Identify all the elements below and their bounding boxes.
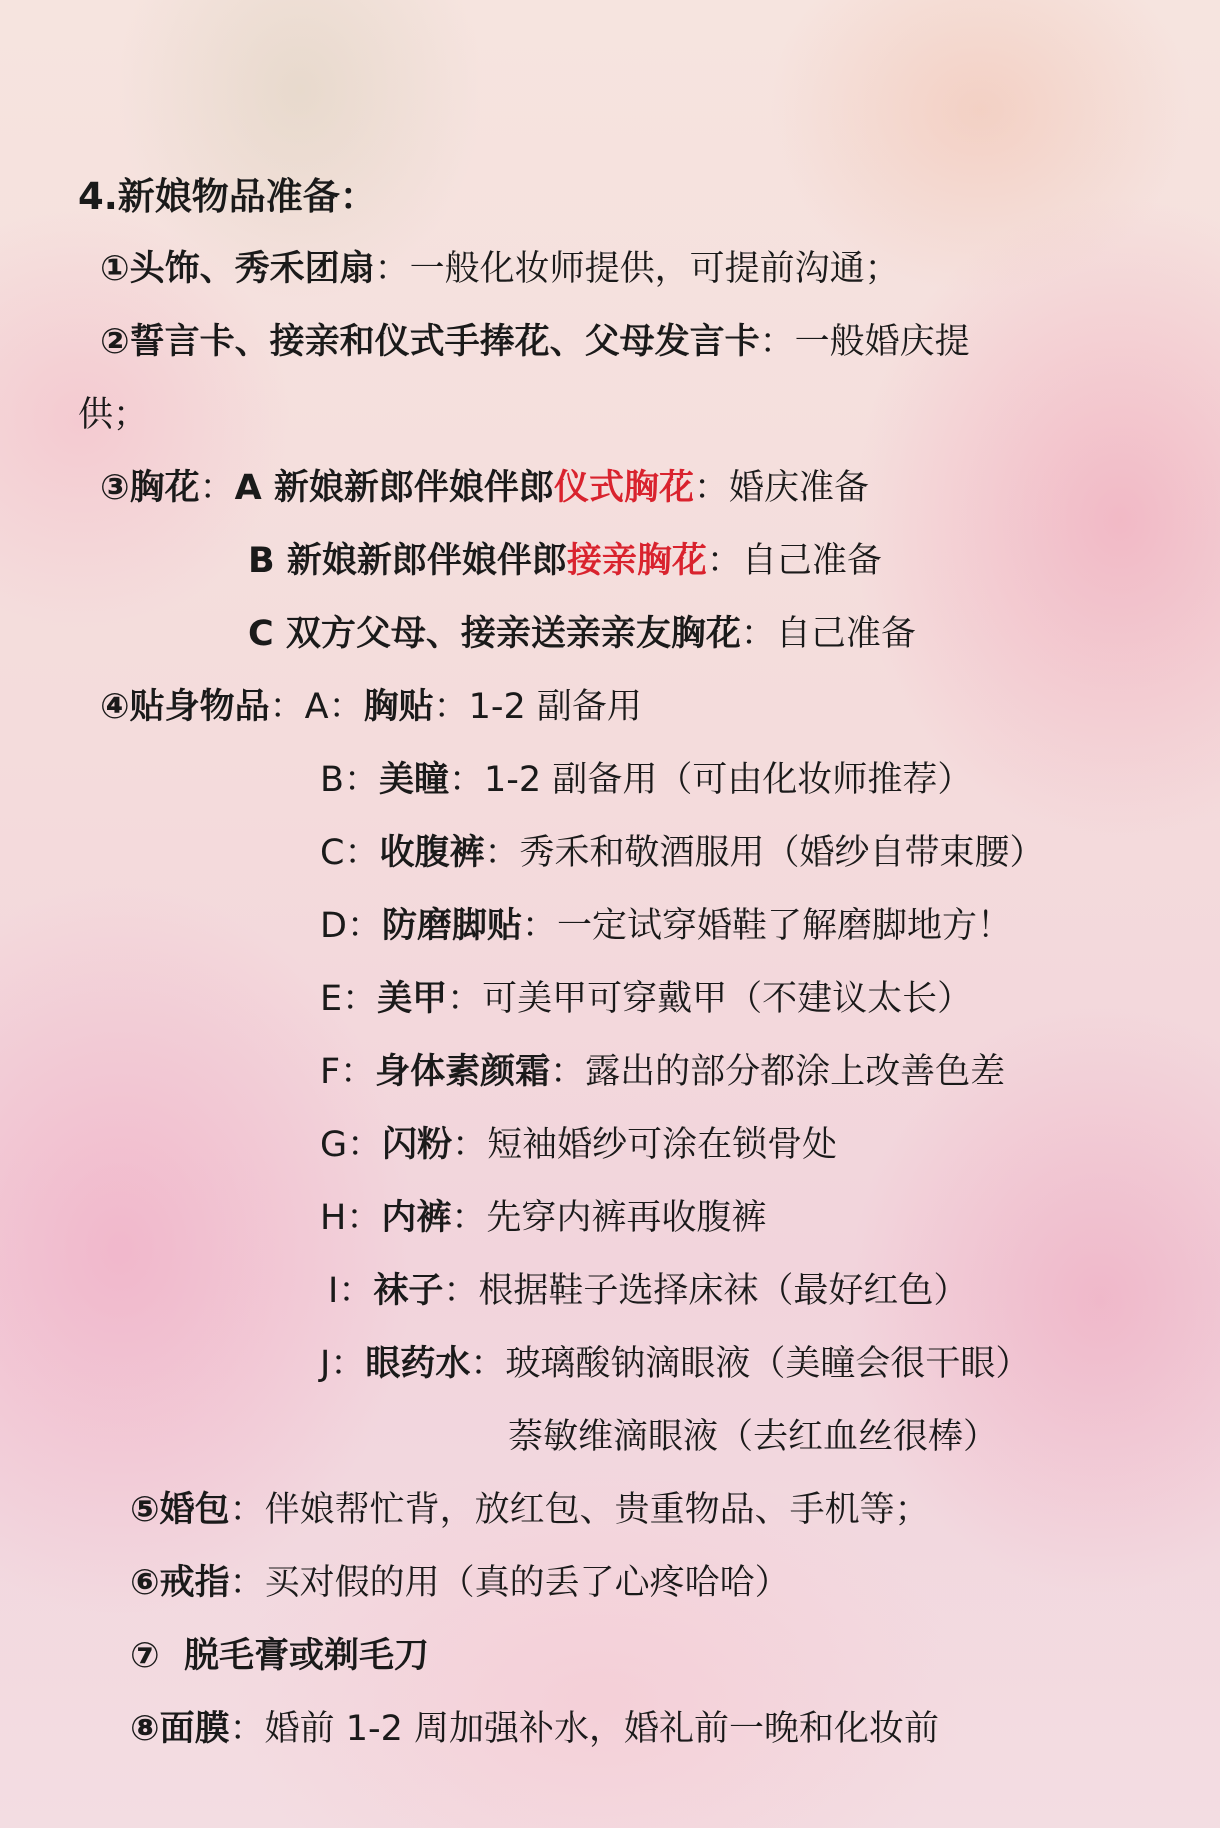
item-4-sub-label: 身体素颜霜 bbox=[375, 1052, 551, 1092]
item-4-sub-text: ：短袖婚纱可涂在锁骨处 bbox=[452, 1125, 838, 1165]
item-4-sub-label: 袜子 bbox=[373, 1271, 444, 1311]
item-7: ⑦ 脱毛膏或剃毛刀 bbox=[130, 1636, 430, 1676]
item-4-sub-label: 内裤 bbox=[381, 1198, 452, 1238]
item-4-sub-key: H： bbox=[320, 1198, 382, 1238]
item-2-text: ：一般婚庆提 bbox=[759, 322, 970, 362]
item-4-sub-label: 美瞳 bbox=[379, 760, 450, 800]
item-3-colon: ： bbox=[199, 468, 235, 508]
item-2-label: ②誓言卡、接亲和仪式手捧花、父母发言卡 bbox=[100, 322, 760, 362]
item-3-b-prefix: B 新娘新郎伴娘伴郎 bbox=[248, 541, 567, 581]
item-4-sub-text: ：1-2 副备用（可由化妆师推荐） bbox=[449, 760, 973, 800]
item-4-sub-key: D： bbox=[320, 906, 382, 946]
section-heading: 4.新娘物品准备： bbox=[78, 175, 377, 218]
item-4-sub-g bbox=[320, 1123, 837, 1167]
item-2-continuation: 供； bbox=[78, 395, 149, 435]
item-3-c-prefix: C 双方父母、接亲送亲亲友胸花 bbox=[248, 614, 741, 654]
item-4-sub-c bbox=[320, 831, 1044, 875]
item-8-label: ⑧面膜 bbox=[130, 1709, 230, 1749]
item-4-sub-text: ：秀禾和敬酒服用（婚纱自带束腰） bbox=[484, 833, 1045, 873]
item-6 bbox=[130, 1561, 790, 1605]
item-4-sub-d bbox=[320, 904, 1012, 948]
item-4-sub-text: ：可美甲可穿戴甲（不建议太长） bbox=[447, 979, 973, 1019]
item-3-b bbox=[248, 539, 882, 583]
item-4-sub-text: ：根据鞋子选择床袜（最好红色） bbox=[443, 1271, 969, 1311]
item-3-b-text: ：自己准备 bbox=[706, 541, 882, 581]
item-5-text: ：伴娘帮忙背，放红包、贵重物品、手机等； bbox=[229, 1490, 930, 1530]
item-4-sub-key: B： bbox=[320, 760, 380, 800]
item-4-sub-h bbox=[320, 1196, 766, 1240]
item-1 bbox=[100, 247, 900, 291]
item-5 bbox=[130, 1488, 930, 1532]
item-4-colon: ： bbox=[269, 687, 305, 727]
item-3-c-text: ：自己准备 bbox=[740, 614, 916, 654]
item-3 bbox=[100, 466, 869, 510]
item-4-a-text: ：1-2 副备用 bbox=[433, 687, 642, 727]
item-4-a-key: A： bbox=[304, 687, 364, 727]
item-4-sub-key: I： bbox=[328, 1271, 374, 1311]
item-4-sub-text: ：露出的部分都涂上改善色差 bbox=[550, 1052, 1006, 1092]
item-3-b-highlight: 接亲胸花 bbox=[566, 541, 707, 581]
item-3-label: ③胸花 bbox=[100, 468, 200, 508]
item-4-sub-key: J： bbox=[320, 1344, 366, 1384]
item-6-text: ：买对假的用（真的丢了心疼哈哈） bbox=[229, 1563, 790, 1603]
item-4-sub-key: G： bbox=[320, 1125, 383, 1165]
item-4-sub-label: 防磨脚贴 bbox=[381, 906, 522, 946]
item-6-label: ⑥戒指 bbox=[130, 1563, 230, 1603]
item-8-text: ：婚前 1-2 周加强补水，婚礼前一晚和化妆前 bbox=[229, 1709, 940, 1749]
item-4-sub-i bbox=[328, 1269, 968, 1313]
item-4-sub-j bbox=[320, 1342, 1030, 1386]
item-3-c bbox=[248, 612, 916, 656]
item-4-sub-label: 美甲 bbox=[377, 979, 448, 1019]
item-3-a-highlight: 仪式胸花 bbox=[553, 468, 694, 508]
item-4-sub-key: C： bbox=[320, 833, 380, 873]
item-4-sub-text: ：先穿内裤再收腹裤 bbox=[451, 1198, 767, 1238]
item-4-a-label: 胸贴 bbox=[363, 687, 434, 727]
item-4-sub-label: 眼药水 bbox=[365, 1344, 471, 1384]
item-8 bbox=[130, 1707, 939, 1751]
item-1-text: ：一般化妆师提供，可提前沟通； bbox=[374, 249, 900, 289]
item-4-sub-label: 闪粉 bbox=[382, 1125, 453, 1165]
item-4 bbox=[100, 685, 642, 729]
item-2 bbox=[100, 320, 970, 364]
item-4-sub-key: F： bbox=[320, 1052, 376, 1092]
item-4-sub-text: ：一定试穿婚鞋了解磨脚地方！ bbox=[521, 906, 1012, 946]
item-4-sub-text: ：玻璃酸钠滴眼液（美瞳会很干眼） bbox=[470, 1344, 1031, 1384]
item-4-sub-key: E： bbox=[320, 979, 378, 1019]
item-4-sub-j-continuation: 萘敏维滴眼液（去红血丝很棒） bbox=[508, 1417, 999, 1457]
item-4-sub-b bbox=[320, 758, 972, 802]
item-4-sub-label: 收腹裤 bbox=[379, 833, 485, 873]
item-3-a-text: ：婚庆准备 bbox=[693, 468, 869, 508]
item-1-label: ①头饰、秀禾团扇 bbox=[100, 249, 375, 289]
item-4-sub-e bbox=[320, 977, 972, 1021]
item-5-label: ⑤婚包 bbox=[130, 1490, 230, 1530]
item-4-sub-f bbox=[320, 1050, 1005, 1094]
item-3-a-prefix: A 新娘新郎伴娘伴郎 bbox=[234, 468, 554, 508]
item-4-label: ④贴身物品 bbox=[100, 687, 270, 727]
